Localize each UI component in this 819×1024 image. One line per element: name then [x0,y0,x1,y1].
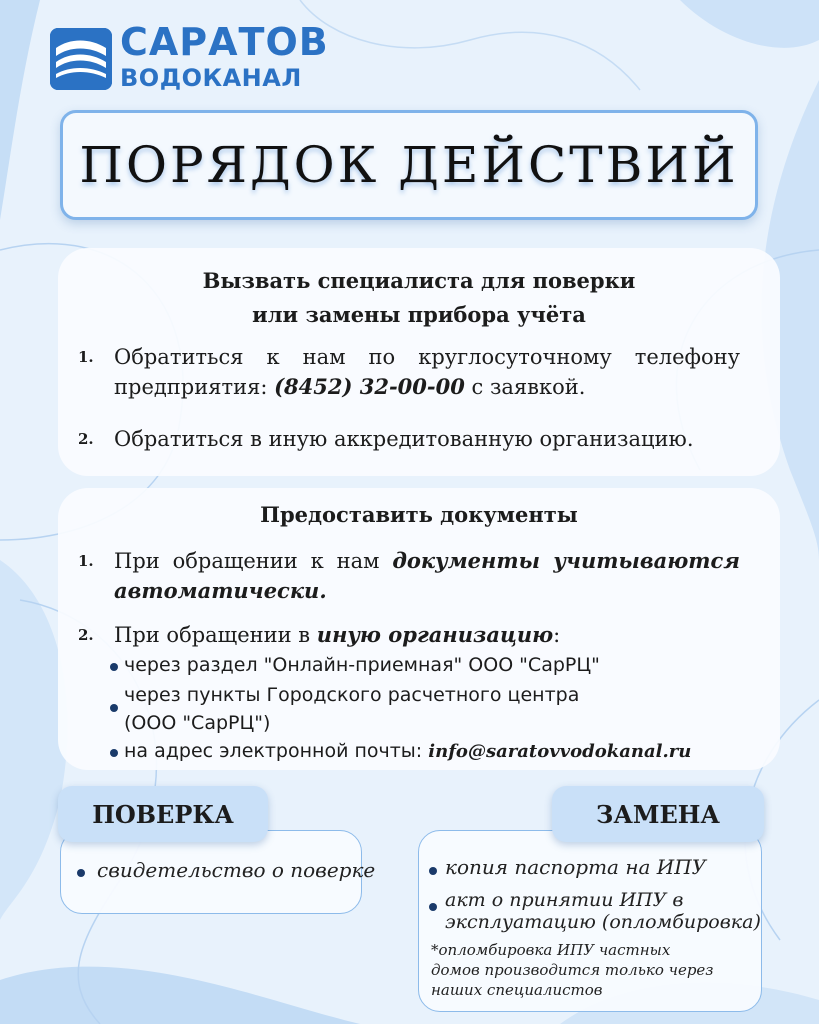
list-item-other-org: Обратиться в иную аккредитованную организацию. [114,427,694,451]
wave-logo-icon [50,28,112,90]
verification-card [60,830,376,914]
saratov-vodokanal-logo [50,20,350,96]
bullet-online-reception: через раздел "Онлайн-приемная" ООО "СарРЦ" [124,654,600,676]
bullet-email: на адрес электронной почты: info@saratovvodokanal.ru [124,740,692,762]
replacement-note-line2: домов производится только через [431,961,714,979]
list-item-other-org: При обращении в иную организацию: [114,622,561,647]
bullet-icon [429,867,437,875]
bullet-icon [110,749,118,757]
bullet-city-center-line2: (ООО "СарРЦ") [124,712,271,734]
list-item-to-us: При обращении к нам документы учитываются автоматически. [114,548,740,603]
logo-subtitle: ВОДОКАНАЛ [120,64,302,92]
verification-item: свидетельство о поверке [97,858,376,882]
replacement-card [418,830,762,1012]
list-number-1: 1. [78,552,94,570]
list-item-call-us: Обратиться к нам по круглосуточному телефону предприятия: (8452) 32-00-00 с заявкой. [114,345,740,399]
phone-number: (8452) 32-00-00 [274,374,465,399]
page-title-box [60,110,758,220]
list-number-2: 2. [78,626,94,644]
section-call-specialist [58,248,780,476]
section-provide-documents [58,488,780,770]
replacement-item-act-line2: эксплуатацию (опломбировка) [445,911,761,933]
replacement-item-act-line1: акт о принятии ИПУ в [445,889,684,911]
section-title-line1: Вызвать специалиста для поверки [202,268,636,293]
logo-title: САРАТОВ [120,20,329,64]
email-address: info@saratovvodokanal.ru [428,741,692,762]
page-title: ПОРЯДОК ДЕЙСТВИЙ [79,136,739,194]
bullet-icon [429,903,437,911]
replacement-note-line3: наших специалистов [431,981,603,999]
bullet-city-center-line1: через пункты Городского расчетного центра [124,684,580,706]
list-number-2: 2. [78,430,94,448]
replacement-item-passport: копия паспорта на ИПУ [445,855,707,879]
section-title-line2: или замены прибора учёта [252,302,586,327]
replacement-note-line1: *опломбировка ИПУ частных [431,941,671,959]
replacement-tab: ЗАМЕНА [552,786,764,842]
list-number-1: 1. [78,348,94,366]
bullet-icon [77,869,85,877]
bullet-icon [110,704,118,712]
bullet-icon [110,663,118,671]
verification-tab: ПОВЕРКА [58,786,268,842]
section-title: Предоставить документы [260,502,578,527]
